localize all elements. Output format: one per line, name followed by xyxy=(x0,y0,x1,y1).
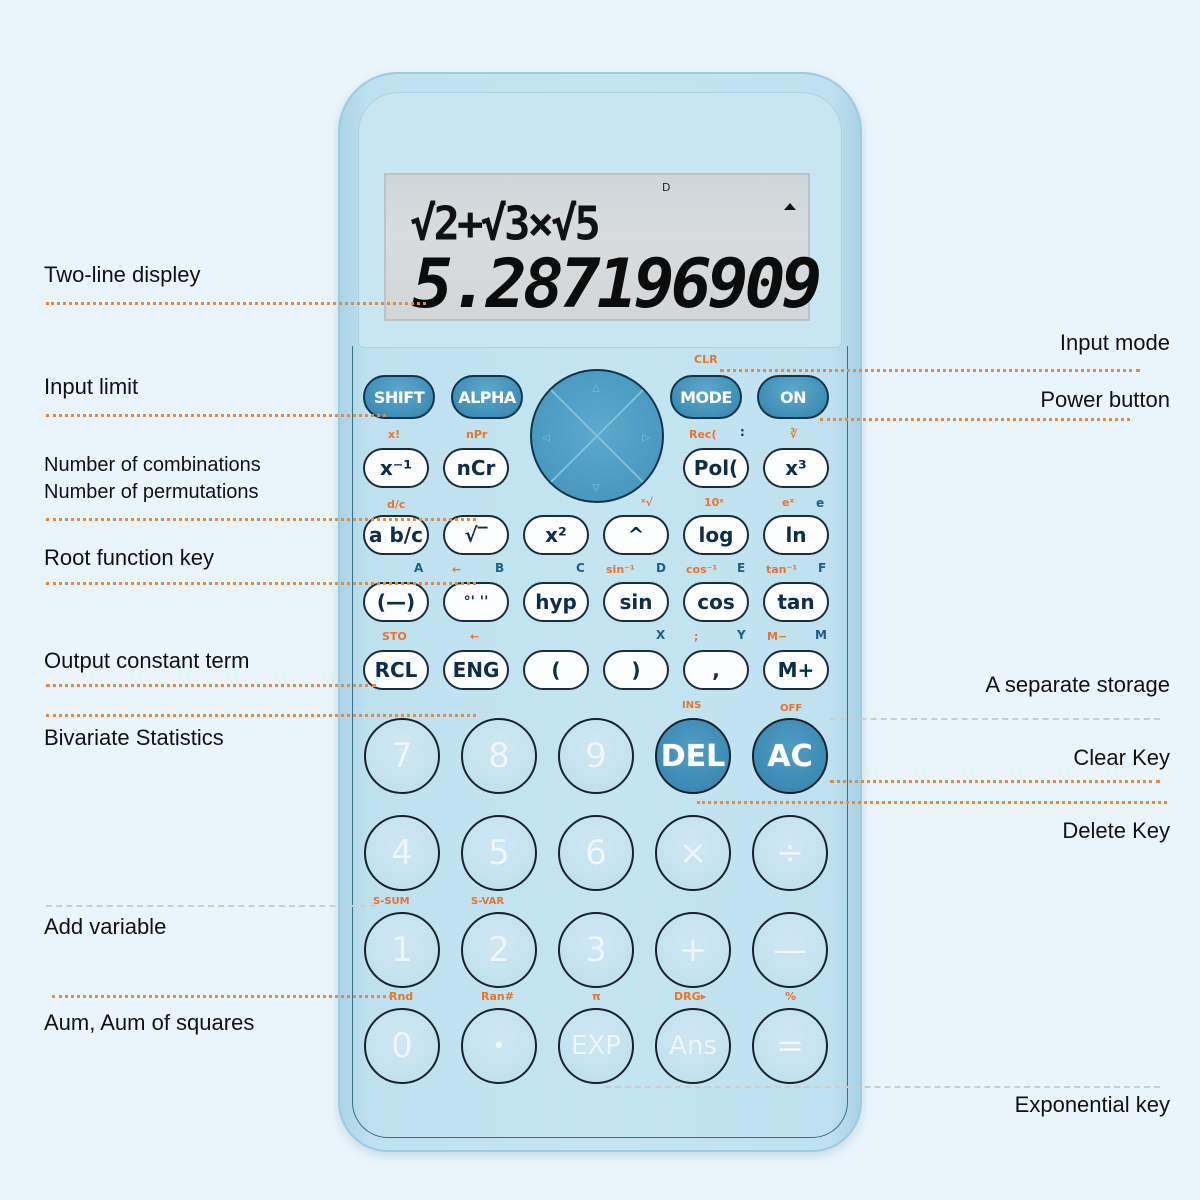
dc-shift-label: d/c xyxy=(387,498,406,511)
key-5-label: 5 xyxy=(488,833,510,873)
ac-button[interactable] xyxy=(752,718,828,794)
hyp-label: hyp xyxy=(535,590,577,614)
key-0[interactable] xyxy=(364,1008,440,1084)
s-sum-shift-label: S-SUM xyxy=(373,896,410,907)
key-2[interactable] xyxy=(461,912,537,988)
tan-label: tan xyxy=(777,590,815,614)
power-label: ^ xyxy=(627,523,645,547)
factorial-shift-label: x! xyxy=(388,428,401,441)
leader-line xyxy=(46,684,376,687)
multiply-icon: × xyxy=(678,833,708,873)
minus-button[interactable] xyxy=(752,912,828,988)
key-2-label: 2 xyxy=(488,930,510,970)
equals-label: = xyxy=(775,1026,805,1066)
comma-label: , xyxy=(712,658,720,682)
power-button[interactable] xyxy=(603,515,669,555)
drg-shift-label: DRG▸ xyxy=(674,990,707,1003)
callout-combinations: Number of combinations xyxy=(44,454,261,476)
decimal-point-button[interactable] xyxy=(461,1008,537,1084)
on-button[interactable] xyxy=(757,375,829,419)
callout-input-limit: Input limit xyxy=(44,374,139,399)
up-arrow-icon[interactable]: ▵ xyxy=(592,377,601,396)
key-1[interactable] xyxy=(364,912,440,988)
decimal-point-label: • xyxy=(492,1033,506,1059)
callout-exponential-key: Exponential key xyxy=(1014,1092,1170,1117)
m-minus-shift-label: M− xyxy=(767,630,788,643)
shift-button[interactable] xyxy=(363,375,435,419)
xroot-shift-label: ˣ√ xyxy=(641,496,653,509)
callout-permutations: Number of permutations xyxy=(44,481,259,503)
callout-clear-key: Clear Key xyxy=(1073,745,1170,770)
log-button[interactable] xyxy=(683,515,749,555)
m-plus-label: M+ xyxy=(777,658,815,682)
exp-e-shift-label: eˣ xyxy=(782,496,794,509)
asin-shift-label: sin⁻¹ xyxy=(606,563,635,576)
percent-shift-label: % xyxy=(785,990,797,1003)
leader-line xyxy=(46,414,386,417)
hyp-button[interactable] xyxy=(523,582,589,622)
key-1-label: 1 xyxy=(391,930,413,970)
negative-label: (—) xyxy=(376,590,416,614)
ans-button[interactable] xyxy=(655,1008,731,1084)
ac-label: AC xyxy=(767,738,813,774)
callout-delete-key: Delete Key xyxy=(1062,818,1170,843)
open-paren-label: ( xyxy=(551,658,561,682)
scroll-up-indicator-icon xyxy=(784,203,796,210)
key-0-label: 0 xyxy=(391,1026,413,1066)
leader-line xyxy=(46,302,426,305)
leader-line xyxy=(52,995,392,998)
callout-separate-storage: A separate storage xyxy=(985,672,1170,697)
close-paren-button[interactable] xyxy=(603,650,669,690)
key-4[interactable] xyxy=(364,815,440,891)
ans-label: Ans xyxy=(669,1031,717,1061)
key-7-label: 7 xyxy=(391,736,413,776)
cube-label: x³ xyxy=(785,456,807,480)
callout-output-constant-term: Output constant term xyxy=(44,648,250,673)
ins-shift-label: INS xyxy=(682,700,702,711)
negative-button[interactable] xyxy=(363,582,429,622)
reciprocal-label: x⁻¹ xyxy=(379,456,413,480)
down-arrow-icon[interactable]: ▿ xyxy=(592,477,601,496)
key-4-label: 4 xyxy=(391,833,413,873)
atan-shift-label: tan⁻¹ xyxy=(766,563,798,576)
leader-line xyxy=(830,718,1160,720)
m-plus-button[interactable] xyxy=(763,650,829,690)
square-label: x² xyxy=(545,523,567,547)
key-6-label: 6 xyxy=(585,833,607,873)
pol-button[interactable] xyxy=(683,448,749,488)
key-9-label: 9 xyxy=(585,736,607,776)
key-3[interactable] xyxy=(558,912,634,988)
callout-add-variable: Add variable xyxy=(44,914,167,939)
key-6[interactable] xyxy=(558,815,634,891)
leader-line xyxy=(46,518,476,521)
leader-line xyxy=(46,714,476,717)
comma-button[interactable] xyxy=(683,650,749,690)
callout-power-button: Power button xyxy=(1040,387,1170,412)
cube-button[interactable] xyxy=(763,448,829,488)
callout-root-function-key: Root function key xyxy=(44,545,214,570)
plus-icon: + xyxy=(678,930,708,970)
key-5[interactable] xyxy=(461,815,537,891)
eng-button[interactable] xyxy=(443,650,509,690)
key-8-label: 8 xyxy=(488,736,510,776)
alpha-label: ALPHA xyxy=(458,387,516,407)
a-alpha-label: A xyxy=(414,561,424,575)
rcl-label: RCL xyxy=(374,658,418,682)
lcd-display xyxy=(384,173,819,324)
colon-alpha-label: : xyxy=(740,425,745,439)
f-alpha-label: F xyxy=(818,561,827,575)
key-3-label: 3 xyxy=(585,930,607,970)
leader-line xyxy=(46,905,376,907)
y-alpha-label: Y xyxy=(737,628,746,642)
multiply-button[interactable] xyxy=(655,815,731,891)
plus-button[interactable] xyxy=(655,912,731,988)
mode-button[interactable] xyxy=(670,375,742,419)
left-arrow-icon[interactable]: ◃ xyxy=(542,427,551,446)
tan-button[interactable] xyxy=(763,582,829,622)
rnd-shift-label: Rnd xyxy=(389,990,414,1003)
divide-icon: ÷ xyxy=(775,833,805,873)
d-alpha-label: D xyxy=(656,561,666,575)
dms-label: °' '' xyxy=(463,594,489,610)
leader-line xyxy=(820,418,1130,421)
clr-shift-label: CLR xyxy=(694,353,718,366)
reciprocal-button[interactable] xyxy=(363,448,429,488)
leader-line xyxy=(46,582,476,585)
pi-shift-label: π xyxy=(592,990,601,1003)
ncr-button[interactable] xyxy=(443,448,509,488)
close-paren-label: ) xyxy=(631,658,641,682)
cube-root-shift-label: ∛ xyxy=(790,428,798,441)
minus-icon: — xyxy=(773,930,807,970)
ln-button[interactable] xyxy=(763,515,829,555)
sin-button[interactable] xyxy=(603,582,669,622)
display-result-line: 5.287196909 xyxy=(412,245,819,324)
key-7[interactable] xyxy=(364,718,440,794)
m-alpha-label: M xyxy=(815,628,827,642)
log-label: log xyxy=(698,523,734,547)
pol-label: Pol( xyxy=(693,456,739,480)
square-button[interactable] xyxy=(523,515,589,555)
open-paren-button[interactable] xyxy=(523,650,589,690)
e-var-alpha-label: E xyxy=(737,561,746,575)
ran-shift-label: Ran# xyxy=(481,990,514,1003)
key-8[interactable] xyxy=(461,718,537,794)
eng-arrow-shift-label: ← xyxy=(470,630,480,643)
degree-indicator: D xyxy=(662,181,671,194)
divide-button[interactable] xyxy=(752,815,828,891)
on-label: ON xyxy=(780,387,806,407)
del-label: DEL xyxy=(660,738,726,774)
x-alpha-label: X xyxy=(656,628,666,642)
ncr-label: nCr xyxy=(456,456,496,480)
s-var-shift-label: S-VAR xyxy=(471,896,505,907)
direction-pad[interactable] xyxy=(530,369,664,503)
leader-line xyxy=(830,780,1160,783)
exp-label: EXP xyxy=(571,1031,621,1061)
rec-shift-label: Rec( xyxy=(689,428,717,441)
e-alpha-label: e xyxy=(816,496,825,510)
cos-label: cos xyxy=(697,590,735,614)
acos-shift-label: cos⁻¹ xyxy=(686,563,718,576)
mode-label: MODE xyxy=(680,387,732,407)
fraction-button[interactable] xyxy=(363,515,429,555)
cos-button[interactable] xyxy=(683,582,749,622)
npr-shift-label: nPr xyxy=(466,428,488,441)
key-9[interactable] xyxy=(558,718,634,794)
leader-line xyxy=(697,801,1167,804)
leader-line xyxy=(720,369,1140,372)
callout-sum-of-squares: Aum, Aum of squares xyxy=(44,1010,255,1035)
callout-input-mode: Input mode xyxy=(1059,330,1170,355)
alpha-button[interactable] xyxy=(451,375,523,419)
arrow-shift-label: ← xyxy=(452,563,462,576)
degree-minute-second-button[interactable] xyxy=(443,582,509,622)
callout-two-line-display: Two-line displey xyxy=(44,262,201,287)
square-root-button[interactable] xyxy=(443,515,509,555)
leader-line xyxy=(605,1086,1160,1088)
square-root-label: √‾ xyxy=(464,523,488,547)
shift-label: SHIFT xyxy=(373,387,425,407)
ten-power-shift-label: 10ˣ xyxy=(704,496,724,509)
sin-label: sin xyxy=(619,590,653,614)
ln-label: ln xyxy=(785,523,807,547)
eng-label: ENG xyxy=(452,658,500,682)
callout-bivariate-statistics: Bivariate Statistics xyxy=(44,725,224,750)
b-alpha-label: B xyxy=(495,561,505,575)
off-shift-label: OFF xyxy=(780,703,803,714)
del-button[interactable] xyxy=(655,718,731,794)
right-arrow-icon[interactable]: ▹ xyxy=(642,427,651,446)
exp-button[interactable] xyxy=(558,1008,634,1084)
fraction-label: a b/c xyxy=(369,523,423,547)
display-input-line: √2+√3×√5 xyxy=(410,197,598,252)
semicolon-shift-label: ; xyxy=(694,630,699,643)
equals-button[interactable] xyxy=(752,1008,828,1084)
c-alpha-label: C xyxy=(576,561,585,575)
sto-shift-label: STO xyxy=(382,630,407,643)
